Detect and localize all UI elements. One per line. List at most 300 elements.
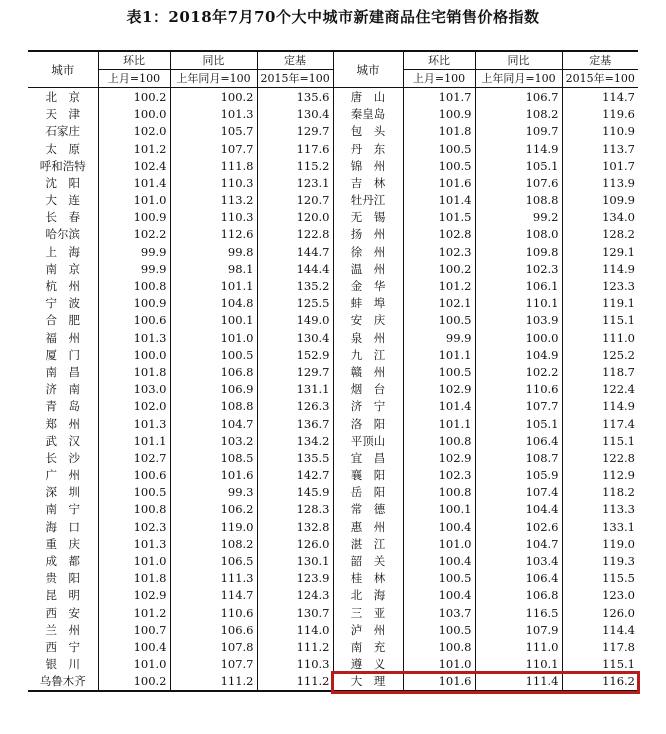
- table-row: [28, 449, 638, 466]
- left-mom-cell: 101.0: [98, 552, 170, 569]
- right-city-cell: 三 亚: [333, 604, 403, 621]
- left-mom-cell: 100.6: [98, 467, 170, 484]
- right-mom-cell: 100.2: [403, 260, 475, 277]
- left-yoy-cell: 101.0: [170, 329, 257, 346]
- right-yoy-cell: 107.4: [475, 484, 562, 501]
- right-base-cell: 129.1: [562, 243, 638, 260]
- right-base-cell: 110.9: [562, 123, 638, 140]
- left-mom-cell: 103.0: [98, 381, 170, 398]
- left-mom-cell: 102.0: [98, 123, 170, 140]
- right-yoy-cell: 108.2: [475, 106, 562, 123]
- right-city-cell: 大 理: [333, 673, 403, 691]
- right-base-cell: 123.3: [562, 277, 638, 294]
- right-city-cell: 唐 山: [333, 88, 403, 106]
- header-yoy-left: 同比: [170, 51, 257, 70]
- header-base-right: 定基: [562, 51, 638, 70]
- table-row: [28, 673, 638, 691]
- left-mom-cell: 101.8: [98, 363, 170, 380]
- left-base-cell: 131.1: [257, 381, 333, 398]
- right-mom-cell: 100.5: [403, 312, 475, 329]
- table-row: [28, 123, 638, 140]
- right-mom-cell: 101.7: [403, 88, 475, 106]
- left-yoy-cell: 108.8: [170, 398, 257, 415]
- header-base-sub-right: 2015年=100: [562, 70, 638, 88]
- left-yoy-cell: 100.2: [170, 88, 257, 106]
- right-base-cell: 101.7: [562, 157, 638, 174]
- right-city-cell: 牡丹江: [333, 192, 403, 209]
- right-city-cell: 温 州: [333, 260, 403, 277]
- right-mom-cell: 101.1: [403, 346, 475, 363]
- left-mom-cell: 100.6: [98, 312, 170, 329]
- right-city-cell: 九 江: [333, 346, 403, 363]
- left-mom-cell: 100.8: [98, 501, 170, 518]
- right-mom-cell: 102.9: [403, 381, 475, 398]
- right-yoy-cell: 108.0: [475, 226, 562, 243]
- left-mom-cell: 100.9: [98, 209, 170, 226]
- left-mom-cell: 101.0: [98, 656, 170, 673]
- right-yoy-cell: 107.9: [475, 621, 562, 638]
- table-row: [28, 501, 638, 518]
- left-mom-cell: 100.7: [98, 621, 170, 638]
- right-yoy-cell: 110.1: [475, 656, 562, 673]
- table-row: [28, 621, 638, 638]
- right-city-cell: 丹 东: [333, 140, 403, 157]
- right-city-cell: 金 华: [333, 277, 403, 294]
- header-mom-sub-left: 上月=100: [98, 70, 170, 88]
- right-yoy-cell: 111.0: [475, 638, 562, 655]
- right-mom-cell: 101.2: [403, 277, 475, 294]
- right-base-cell: 133.1: [562, 518, 638, 535]
- left-mom-cell: 101.8: [98, 570, 170, 587]
- left-mom-cell: 100.9: [98, 295, 170, 312]
- right-city-cell: 徐 州: [333, 243, 403, 260]
- left-mom-cell: 102.2: [98, 226, 170, 243]
- header-yoy-sub-left: 上年同月=100: [170, 70, 257, 88]
- left-yoy-cell: 101.3: [170, 106, 257, 123]
- left-base-cell: 124.3: [257, 587, 333, 604]
- header-base-sub-left: 2015年=100: [257, 70, 333, 88]
- right-base-cell: 119.6: [562, 106, 638, 123]
- right-city-cell: 锦 州: [333, 157, 403, 174]
- left-base-cell: 126.3: [257, 398, 333, 415]
- header-mom-sub-right: 上月=100: [403, 70, 475, 88]
- right-city-cell: 常 德: [333, 501, 403, 518]
- left-base-cell: 128.3: [257, 501, 333, 518]
- right-base-cell: 114.7: [562, 88, 638, 106]
- left-city-cell: 西 宁: [45, 639, 80, 654]
- right-base-cell: 134.0: [562, 209, 638, 226]
- right-yoy-cell: 116.5: [475, 604, 562, 621]
- left-mom-cell: 102.0: [98, 398, 170, 415]
- right-base-cell: 114.4: [562, 621, 638, 638]
- left-yoy-cell: 111.8: [170, 157, 257, 174]
- left-city-cell: 宁 波: [45, 296, 80, 311]
- left-city-cell: 银 川: [45, 657, 80, 672]
- right-yoy-cell: 106.4: [475, 432, 562, 449]
- right-base-cell: 122.8: [562, 449, 638, 466]
- left-mom-cell: 101.2: [98, 604, 170, 621]
- right-yoy-cell: 105.9: [475, 467, 562, 484]
- right-mom-cell: 102.9: [403, 449, 475, 466]
- price-index-table: [28, 50, 638, 692]
- right-city-cell: 平顶山: [333, 432, 403, 449]
- table-row: [28, 277, 638, 294]
- left-city-cell: 沈 阳: [45, 175, 80, 190]
- left-mom-cell: 101.4: [98, 174, 170, 191]
- left-base-cell: 117.6: [257, 140, 333, 157]
- right-base-cell: 122.4: [562, 381, 638, 398]
- header-mom-left: 环比: [98, 51, 170, 70]
- right-yoy-cell: 114.9: [475, 140, 562, 157]
- left-base-cell: 136.7: [257, 415, 333, 432]
- right-yoy-cell: 106.4: [475, 570, 562, 587]
- left-yoy-cell: 101.1: [170, 277, 257, 294]
- right-mom-cell: 101.0: [403, 535, 475, 552]
- table-row: [28, 346, 638, 363]
- right-base-cell: 115.1: [562, 432, 638, 449]
- left-base-cell: 142.7: [257, 467, 333, 484]
- left-city-cell: 昆 明: [45, 588, 80, 603]
- left-yoy-cell: 99.8: [170, 243, 257, 260]
- left-base-cell: 135.2: [257, 277, 333, 294]
- left-city-cell: 乌鲁木齐: [28, 673, 98, 691]
- left-city-cell: 呼和浩特: [39, 158, 86, 173]
- right-mom-cell: 101.4: [403, 192, 475, 209]
- right-base-cell: 128.2: [562, 226, 638, 243]
- table-row: [28, 656, 638, 673]
- table-row: [28, 415, 638, 432]
- right-city-cell: 湛 江: [333, 535, 403, 552]
- table-row: [28, 432, 638, 449]
- table-row: [28, 140, 638, 157]
- right-city-cell: 泉 州: [333, 329, 403, 346]
- table-row: [28, 209, 638, 226]
- right-mom-cell: 100.1: [403, 501, 475, 518]
- right-yoy-cell: 102.3: [475, 260, 562, 277]
- left-city-cell: 兰 州: [45, 622, 80, 637]
- left-base-cell: 144.4: [257, 260, 333, 277]
- right-base-cell: 117.4: [562, 415, 638, 432]
- left-yoy-cell: 106.9: [170, 381, 257, 398]
- left-yoy-cell: 113.2: [170, 192, 257, 209]
- right-base-cell: 118.2: [562, 484, 638, 501]
- left-yoy-cell: 107.8: [170, 638, 257, 655]
- right-yoy-cell: 104.7: [475, 535, 562, 552]
- left-yoy-cell: 110.6: [170, 604, 257, 621]
- right-mom-cell: 101.6: [403, 673, 475, 691]
- table-row: [28, 88, 638, 106]
- right-base-cell: 113.3: [562, 501, 638, 518]
- left-mom-cell: 101.0: [98, 192, 170, 209]
- right-base-cell: 115.5: [562, 570, 638, 587]
- right-mom-cell: 102.1: [403, 295, 475, 312]
- right-mom-cell: 102.3: [403, 243, 475, 260]
- table-row: [28, 192, 638, 209]
- left-mom-cell: 102.3: [98, 518, 170, 535]
- left-base-cell: 120.7: [257, 192, 333, 209]
- left-city-cell: 合 肥: [45, 313, 80, 328]
- left-base-cell: 111.2: [257, 673, 333, 691]
- table-row: [28, 106, 638, 123]
- left-yoy-cell: 110.3: [170, 209, 257, 226]
- right-mom-cell: 103.7: [403, 604, 475, 621]
- left-yoy-cell: 100.5: [170, 346, 257, 363]
- right-mom-cell: 100.4: [403, 518, 475, 535]
- left-city-cell: 哈尔滨: [45, 227, 80, 242]
- left-mom-cell: 100.2: [98, 88, 170, 106]
- right-city-cell: 遵 义: [333, 656, 403, 673]
- table-row: [28, 518, 638, 535]
- right-base-cell: 112.9: [562, 467, 638, 484]
- header-city-left: 城市: [28, 51, 98, 88]
- left-yoy-cell: 105.7: [170, 123, 257, 140]
- left-base-cell: 152.9: [257, 346, 333, 363]
- right-yoy-cell: 103.9: [475, 312, 562, 329]
- left-yoy-cell: 106.5: [170, 552, 257, 569]
- left-base-cell: 123.9: [257, 570, 333, 587]
- right-mom-cell: 102.8: [403, 226, 475, 243]
- right-mom-cell: 100.5: [403, 140, 475, 157]
- right-city-cell: 安 庆: [333, 312, 403, 329]
- left-base-cell: 129.7: [257, 363, 333, 380]
- right-yoy-cell: 106.1: [475, 277, 562, 294]
- table-row: [28, 243, 638, 260]
- left-yoy-cell: 103.2: [170, 432, 257, 449]
- left-mom-cell: 101.3: [98, 535, 170, 552]
- right-city-cell: 赣 州: [333, 363, 403, 380]
- right-city-cell: 惠 州: [333, 518, 403, 535]
- right-base-cell: 113.7: [562, 140, 638, 157]
- table-row: [28, 484, 638, 501]
- left-mom-cell: 100.5: [98, 484, 170, 501]
- header-yoy-sub-right: 上年同月=100: [475, 70, 562, 88]
- right-city-cell: 烟 台: [333, 381, 403, 398]
- right-city-cell: 包 头: [333, 123, 403, 140]
- left-city-cell: 海 口: [45, 519, 80, 534]
- right-mom-cell: 100.5: [403, 363, 475, 380]
- left-base-cell: 115.2: [257, 157, 333, 174]
- right-yoy-cell: 105.1: [475, 157, 562, 174]
- right-base-cell: 114.9: [562, 398, 638, 415]
- right-mom-cell: 100.8: [403, 484, 475, 501]
- right-yoy-cell: 107.7: [475, 398, 562, 415]
- left-mom-cell: 100.0: [98, 346, 170, 363]
- left-base-cell: 123.1: [257, 174, 333, 191]
- left-mom-cell: 102.9: [98, 587, 170, 604]
- left-city-cell: 石家庄: [45, 124, 80, 139]
- table-row: [28, 587, 638, 604]
- right-base-cell: 111.0: [562, 329, 638, 346]
- left-base-cell: 120.0: [257, 209, 333, 226]
- right-yoy-cell: 104.9: [475, 346, 562, 363]
- right-base-cell: 116.2: [562, 673, 638, 691]
- left-city-cell: 太 原: [45, 141, 80, 156]
- left-city-cell: 武 汉: [45, 433, 80, 448]
- right-yoy-cell: 109.7: [475, 123, 562, 140]
- left-base-cell: 130.1: [257, 552, 333, 569]
- table-row: [28, 312, 638, 329]
- table-body: [28, 88, 638, 691]
- left-city-cell: 青 岛: [45, 399, 80, 414]
- right-base-cell: 123.0: [562, 587, 638, 604]
- left-mom-cell: 101.3: [98, 415, 170, 432]
- table-row: [28, 295, 638, 312]
- left-base-cell: 111.2: [257, 638, 333, 655]
- right-base-cell: 114.9: [562, 260, 638, 277]
- right-mom-cell: 101.0: [403, 656, 475, 673]
- left-mom-cell: 101.1: [98, 432, 170, 449]
- left-base-cell: 144.7: [257, 243, 333, 260]
- right-yoy-cell: 108.7: [475, 449, 562, 466]
- left-city-cell: 杭 州: [45, 279, 80, 294]
- header-yoy-right: 同比: [475, 51, 562, 70]
- left-yoy-cell: 107.7: [170, 140, 257, 157]
- table-row: [28, 329, 638, 346]
- right-city-cell: 无 锡: [333, 209, 403, 226]
- left-base-cell: 129.7: [257, 123, 333, 140]
- table-row: [28, 174, 638, 191]
- left-yoy-cell: 111.2: [170, 673, 257, 691]
- right-yoy-cell: 110.1: [475, 295, 562, 312]
- right-mom-cell: 102.3: [403, 467, 475, 484]
- right-yoy-cell: 104.4: [475, 501, 562, 518]
- left-mom-cell: 102.4: [98, 157, 170, 174]
- right-yoy-cell: 103.4: [475, 552, 562, 569]
- right-mom-cell: 100.5: [403, 621, 475, 638]
- left-city-cell: 贵 阳: [45, 571, 80, 586]
- right-city-cell: 洛 阳: [333, 415, 403, 432]
- right-city-cell: 吉 林: [333, 174, 403, 191]
- left-city-cell: 南 京: [45, 261, 80, 276]
- left-base-cell: 130.4: [257, 329, 333, 346]
- left-base-cell: 125.5: [257, 295, 333, 312]
- header-city-right: 城市: [333, 51, 403, 88]
- left-city-cell: 北 京: [45, 89, 80, 104]
- right-yoy-cell: 108.8: [475, 192, 562, 209]
- right-mom-cell: 100.4: [403, 587, 475, 604]
- right-yoy-cell: 106.8: [475, 587, 562, 604]
- left-yoy-cell: 106.8: [170, 363, 257, 380]
- left-yoy-cell: 108.5: [170, 449, 257, 466]
- table-row: [28, 260, 638, 277]
- left-mom-cell: 100.8: [98, 277, 170, 294]
- left-city-cell: 长 沙: [45, 450, 80, 465]
- left-base-cell: 134.2: [257, 432, 333, 449]
- right-yoy-cell: 111.4: [475, 673, 562, 691]
- left-mom-cell: 99.9: [98, 260, 170, 277]
- right-city-cell: 蚌 埠: [333, 295, 403, 312]
- left-mom-cell: 100.4: [98, 638, 170, 655]
- left-base-cell: 149.0: [257, 312, 333, 329]
- left-yoy-cell: 106.6: [170, 621, 257, 638]
- table-row: [28, 398, 638, 415]
- left-base-cell: 114.0: [257, 621, 333, 638]
- left-mom-cell: 99.9: [98, 243, 170, 260]
- right-base-cell: 119.0: [562, 535, 638, 552]
- right-yoy-cell: 109.8: [475, 243, 562, 260]
- right-mom-cell: 101.5: [403, 209, 475, 226]
- table-title: 表1：2018年7月70个大中城市新建商品住宅销售价格指数: [126, 8, 540, 26]
- right-yoy-cell: 99.2: [475, 209, 562, 226]
- right-yoy-cell: 100.0: [475, 329, 562, 346]
- left-mom-cell: 101.2: [98, 140, 170, 157]
- left-city-cell: 南 昌: [45, 364, 80, 379]
- left-yoy-cell: 107.7: [170, 656, 257, 673]
- table-row: [28, 638, 638, 655]
- right-city-cell: 襄 阳: [333, 467, 403, 484]
- right-base-cell: 125.2: [562, 346, 638, 363]
- right-base-cell: 119.3: [562, 552, 638, 569]
- left-city-cell: 厦 门: [45, 347, 80, 362]
- left-city-cell: 大 连: [45, 193, 80, 208]
- right-city-cell: 泸 州: [333, 621, 403, 638]
- right-mom-cell: 100.5: [403, 570, 475, 587]
- right-mom-cell: 99.9: [403, 329, 475, 346]
- right-yoy-cell: 102.6: [475, 518, 562, 535]
- right-mom-cell: 100.5: [403, 157, 475, 174]
- right-base-cell: 115.1: [562, 656, 638, 673]
- right-yoy-cell: 107.6: [475, 174, 562, 191]
- right-city-cell: 岳 阳: [333, 484, 403, 501]
- left-mom-cell: 101.3: [98, 329, 170, 346]
- left-yoy-cell: 101.6: [170, 467, 257, 484]
- right-city-cell: 南 充: [333, 638, 403, 655]
- table-row: [28, 157, 638, 174]
- table-row: [28, 552, 638, 569]
- right-city-cell: 济 宁: [333, 398, 403, 415]
- left-yoy-cell: 106.2: [170, 501, 257, 518]
- left-yoy-cell: 111.3: [170, 570, 257, 587]
- left-city-cell: 成 都: [45, 554, 80, 569]
- right-base-cell: 117.8: [562, 638, 638, 655]
- left-city-cell: 福 州: [45, 330, 80, 345]
- right-base-cell: 119.1: [562, 295, 638, 312]
- right-mom-cell: 101.1: [403, 415, 475, 432]
- right-base-cell: 118.7: [562, 363, 638, 380]
- right-city-cell: 扬 州: [333, 226, 403, 243]
- right-mom-cell: 100.8: [403, 638, 475, 655]
- left-base-cell: 132.8: [257, 518, 333, 535]
- left-yoy-cell: 104.8: [170, 295, 257, 312]
- left-yoy-cell: 99.3: [170, 484, 257, 501]
- right-base-cell: 115.1: [562, 312, 638, 329]
- left-city-cell: 深 圳: [45, 485, 80, 500]
- left-base-cell: 130.7: [257, 604, 333, 621]
- right-mom-cell: 100.9: [403, 106, 475, 123]
- left-base-cell: 135.6: [257, 88, 333, 106]
- table-row: [28, 363, 638, 380]
- left-city-cell: 南 宁: [45, 502, 80, 517]
- right-base-cell: 113.9: [562, 174, 638, 191]
- right-city-cell: 韶 关: [333, 552, 403, 569]
- right-city-cell: 秦皇岛: [333, 106, 403, 123]
- right-mom-cell: 101.6: [403, 174, 475, 191]
- right-mom-cell: 100.8: [403, 432, 475, 449]
- left-yoy-cell: 104.7: [170, 415, 257, 432]
- right-mom-cell: 100.4: [403, 552, 475, 569]
- left-mom-cell: 100.2: [98, 673, 170, 691]
- left-yoy-cell: 108.2: [170, 535, 257, 552]
- left-base-cell: 130.4: [257, 106, 333, 123]
- left-base-cell: 135.5: [257, 449, 333, 466]
- table-row: [28, 467, 638, 484]
- right-yoy-cell: 110.6: [475, 381, 562, 398]
- left-city-cell: 上 海: [45, 244, 80, 259]
- table-row: [28, 535, 638, 552]
- table-row: [28, 226, 638, 243]
- left-yoy-cell: 114.7: [170, 587, 257, 604]
- right-city-cell: 宜 昌: [333, 449, 403, 466]
